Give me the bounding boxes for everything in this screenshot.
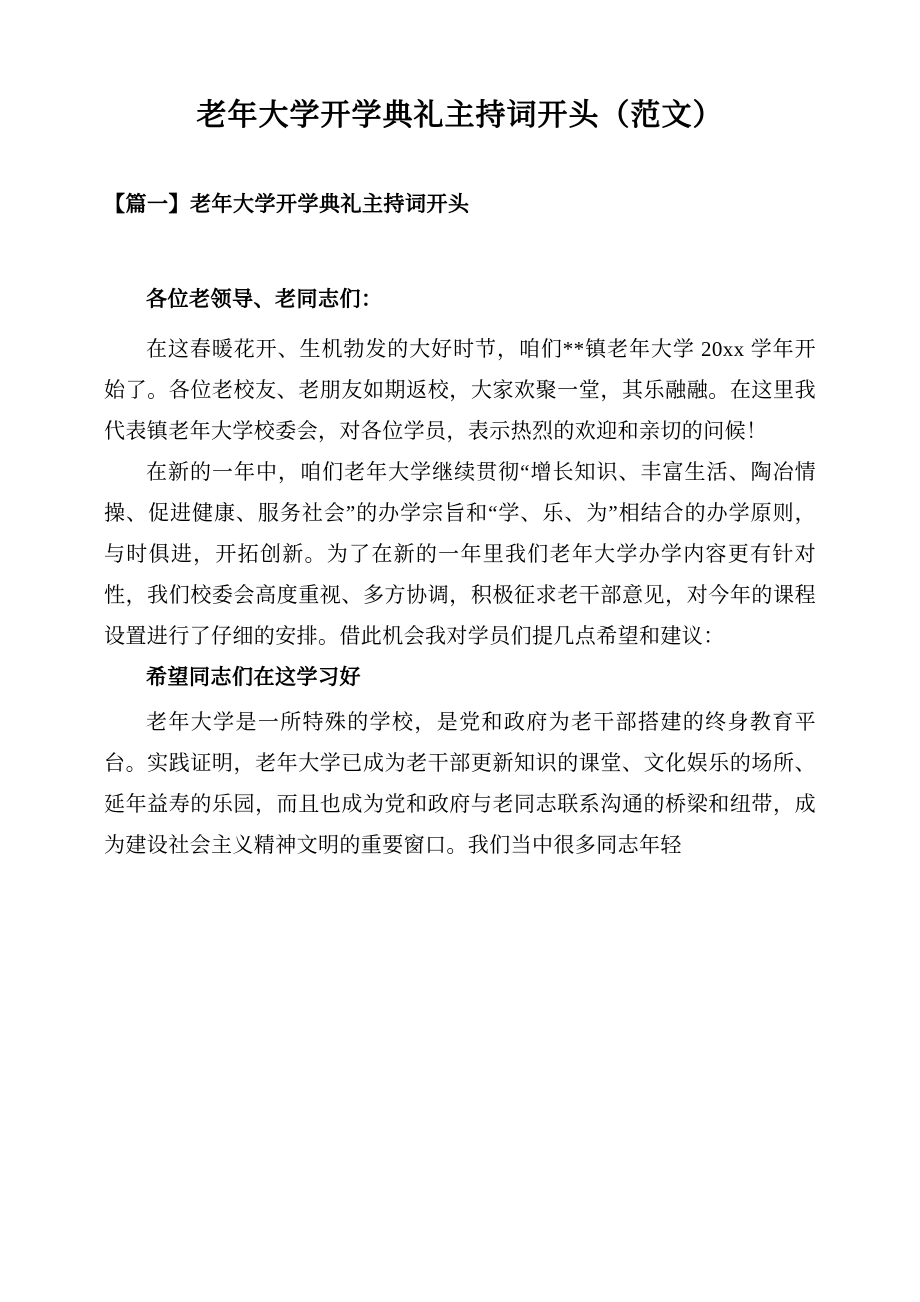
subheading: 希望同志们在这学习好 bbox=[146, 664, 361, 689]
body-paragraph-2: 在新的一年中，咱们老年大学继续贯彻“增长知识、丰富生活、陶冶情操、促进健康、服务社会”的办学宗旨和“学、乐、为”相结合的办学原则，与时俱进，开拓创新。为了在新的一年里我们老年大学办学内容更有针对性，我们校委会高度重视、多方协调，积极征求老干部意见，对今年的课程设置进行了仔细的安排。借此机会我对学员们提几点希望和建议： bbox=[104, 460, 816, 648]
page-title: 老年大学开学典礼主持词开头（范文） bbox=[196, 99, 724, 132]
salutation-line: 各位老领导、老同志们： bbox=[146, 286, 383, 311]
body-paragraph-1: 在这春暖花开、生机勃发的大好时节，咱们**镇老年大学 20xx 学年开始了。各位老校友、老朋友如期返校，大家欢聚一堂，其乐融融。在这里我代表镇老年大学校委会，对各位学员，表示热烈的欢迎和亲切的问候！ bbox=[104, 337, 816, 444]
section-heading: 【篇一】老年大学开学典礼主持词开头 bbox=[104, 193, 470, 216]
body-paragraph-3: 老年大学是一所特殊的学校，是党和政府为老干部搭建的终身教育平台。实践证明，老年大学已成为老干部更新知识的课堂、文化娱乐的场所、延年益寿的乐园，而且也成为党和政府与老同志联系沟通的桥梁和纽带，成为建设社会主义精神文明的重要窗口。我们当中很多同志年轻 bbox=[104, 709, 816, 857]
